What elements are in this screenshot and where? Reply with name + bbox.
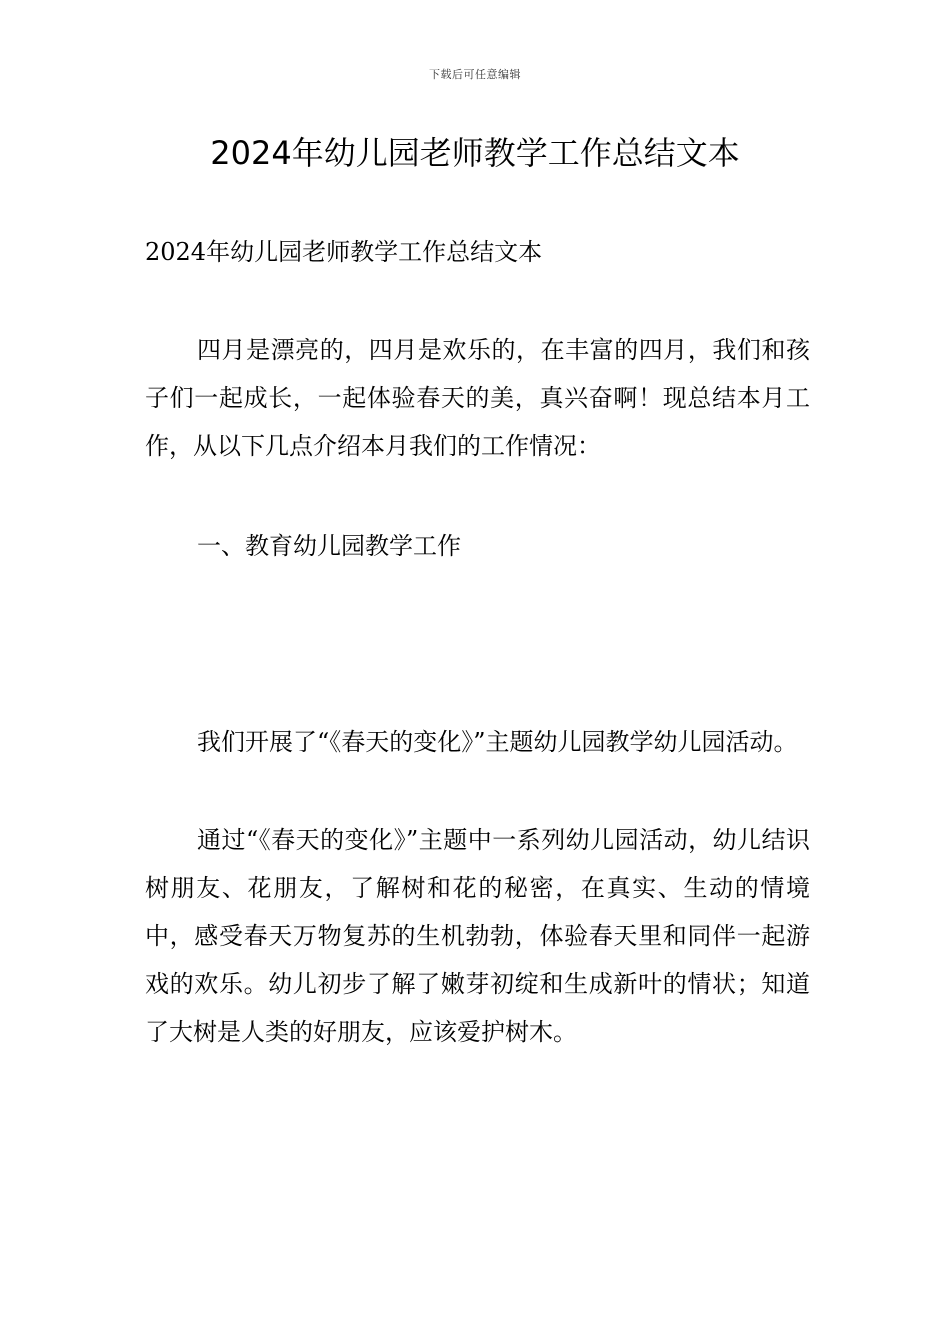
header-note: 下载后可任意编辑 <box>429 68 521 81</box>
detail-paragraph: 通过“《春天的变化》”主题中一系列幼儿园活动，幼儿结识树朋友、花朋友，了解树和花的秘密，在真实、生动的情境中，感受春天万物复苏的生机勃勃，体验春天里和同伴一起游戏的欢乐。幼儿初步了解了嫩芽初绽和生成新叶的情状；知道了大树是人类的好朋友，应该爱护树木。 <box>145 826 810 1046</box>
section-heading: 一、教育幼儿园教学工作 <box>197 532 461 560</box>
document-subtitle: 2024年幼儿园老师教学工作总结文本 <box>145 238 543 266</box>
intro-paragraph: 四月是漂亮的，四月是欢乐的，在丰富的四月，我们和孩子们一起成长，一起体验春天的美，真兴奋啊！现总结本月工作，从以下几点介绍本月我们的工作情况： <box>145 336 810 460</box>
page-title: 2024年幼儿园老师教学工作总结文本 <box>210 134 740 172</box>
activity-paragraph: 我们开展了“《春天的变化》”主题幼儿园教学幼儿园活动。 <box>197 728 798 756</box>
document-body <box>145 228 810 1056</box>
